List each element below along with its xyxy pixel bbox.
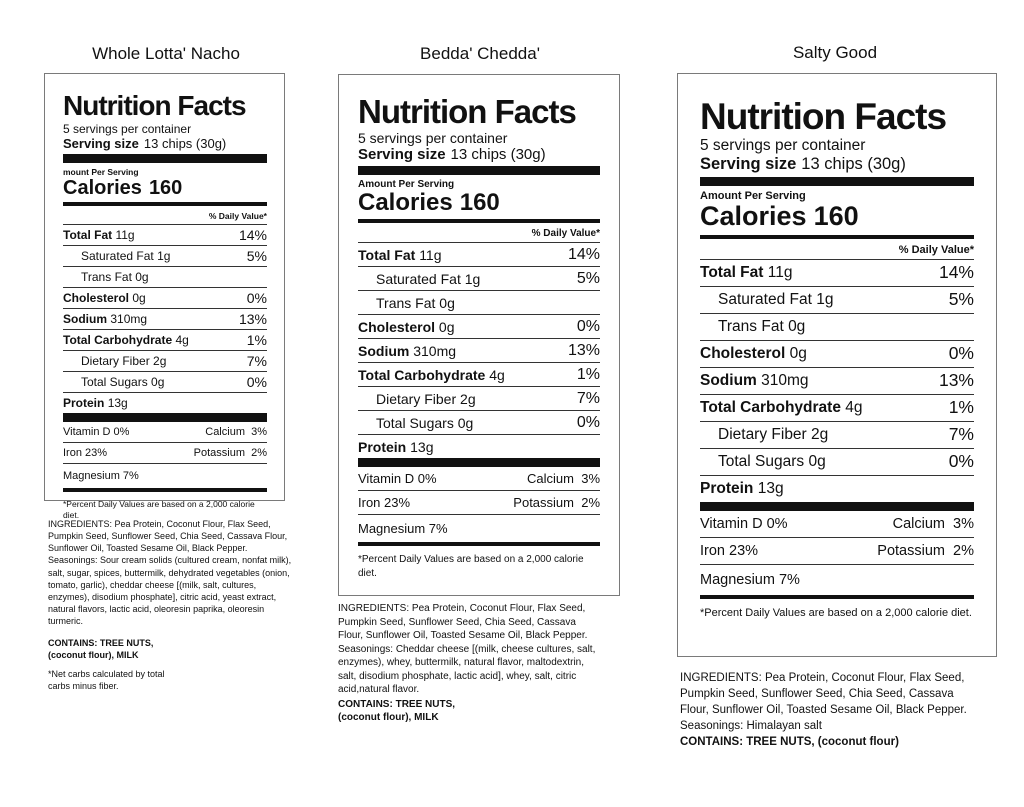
- nutrient-row: [358, 363, 600, 386]
- nutrient-amount: 13g: [757, 479, 784, 497]
- servings-per-container: 5 servings per container: [63, 122, 192, 136]
- product-title-1: Whole Lotta' Nacho: [92, 44, 240, 63]
- allergen-statement: CONTAINS: TREE NUTS, (coconut flour), MILK: [48, 638, 154, 661]
- nutrition-label-3: [677, 73, 997, 657]
- calories-value: 160: [148, 177, 183, 199]
- daily-value-header: % Daily Value*: [208, 211, 267, 221]
- nutrient-amount: 1g: [157, 249, 171, 263]
- nutrient-amount: 0g: [788, 317, 806, 335]
- nutrient-amount: 2g: [811, 425, 829, 443]
- nutrient-amount: 11g: [767, 263, 793, 281]
- servings-per-container: 5 servings per container: [700, 137, 866, 154]
- nutrient-daily-value: 7%: [246, 353, 267, 369]
- nutrient-amount: 0g: [808, 452, 826, 470]
- nutrient-daily-value: 14%: [238, 227, 267, 243]
- iron: Iron 23%: [700, 542, 759, 559]
- nutrient-row: [358, 387, 600, 410]
- nutrient-name: Total Carbohydrate: [63, 333, 173, 347]
- nutrient-amount: 4g: [845, 398, 863, 416]
- nutrient-amount: 310mg: [761, 371, 809, 389]
- iron: Iron 23%: [358, 495, 411, 511]
- calories-label: Calories: [358, 189, 453, 216]
- nutrient-daily-value: 1%: [246, 332, 267, 348]
- nutrient-name: Total Fat: [358, 246, 416, 263]
- nutrient-daily-value: 7%: [576, 389, 600, 407]
- nutrient-row: [63, 393, 267, 413]
- nutrient-row: [63, 267, 267, 287]
- net-carbs-note: *Net carbs calculated by total carbs minus fiber.: [48, 668, 165, 691]
- calcium: Calcium 3%: [205, 426, 267, 438]
- nutrient-row: [700, 422, 974, 448]
- nutrient-name: Dietary Fiber: [718, 425, 807, 443]
- daily-value-header: % Daily Value*: [898, 243, 974, 256]
- nutrient-row: [358, 243, 600, 266]
- nutrient-amount: 0g: [439, 294, 455, 311]
- nutrient-daily-value: 13%: [238, 311, 267, 327]
- allergen-statement: CONTAINS: TREE NUTS, (coconut flour), MILK: [338, 698, 456, 723]
- nutrient-name: Trans Fat: [81, 270, 132, 284]
- serving-size-label: Serving size: [63, 136, 139, 151]
- nutrient-daily-value: 1%: [576, 365, 600, 383]
- amount-per-serving: mount Per Serving: [63, 167, 139, 177]
- nutrient-row: [700, 287, 974, 313]
- ingredients-text: INGREDIENTS: Pea Protein, Coconut Flour, Flax Seed, Pumpkin Seed, Sunflower Seed, Chia Seed, Cassava Flour, Sunflower Oil, Toasted Sesame Oil, Black Pepper. Seasonings: Cheddar cheese [(milk, cheese cultures, salt, enzymes), whey, buttermilk, natural flavor, maltodextrin, salt, disodium phosphate, lactic acid], whey, salt, citric acid,natural flavor.: [338, 603, 596, 695]
- nutrient-name: Total Sugars: [718, 452, 805, 470]
- nutrient-daily-value: 0%: [948, 451, 974, 472]
- nutrient-daily-value: 5%: [948, 289, 974, 310]
- nutrient-amount: 4g: [489, 366, 505, 383]
- ingredients-text: INGREDIENTS: Pea Protein, Coconut Flour, Flax Seed, Pumpkin Seed, Sunflower Seed, Chia Seed, Cassava Flour, Sunflower Oil, Toasted Sesame Oil, Black Pepper. Seasonings: Sour cream solids (cultured cream, nonfat milk), salt, sugar, spices, buttermilk, dehydrated vegetables (onion, tomato, garlic), cheddar cheese [(milk, salt, cultures, enzymes), disodium phosphate], citric acid, yeast extract, natural flavors, lactic acid, oleoresin paprika, oleoresin turmeric.: [48, 519, 292, 627]
- nutrient-name: Cholesterol: [358, 318, 436, 335]
- daily-value-footnote: *Percent Daily Values are based on a 2,000 calorie diet.: [358, 554, 584, 579]
- nutrient-daily-value: 0%: [948, 343, 974, 364]
- nutrient-daily-value: 0%: [576, 413, 600, 431]
- nutrient-amount: 1g: [816, 290, 834, 308]
- nutrient-row: [63, 372, 267, 392]
- ingredients-block-3: [680, 670, 972, 750]
- nutrient-row: [358, 291, 600, 314]
- nutrient-daily-value: 13%: [567, 341, 600, 359]
- nutrient-amount: 2g: [153, 354, 167, 368]
- serving-size-label: Serving size: [358, 146, 446, 163]
- nutrient-daily-value: 0%: [246, 374, 267, 390]
- nutrient-daily-value: 0%: [576, 317, 600, 335]
- nutrient-amount: 0g: [457, 414, 474, 431]
- nutrient-name: Dietary Fiber: [376, 390, 457, 407]
- nutrient-row: [700, 314, 974, 340]
- servings-per-container: 5 servings per container: [358, 130, 508, 146]
- nutrition-label-1: [44, 73, 285, 521]
- nutrient-name: Protein: [63, 396, 105, 410]
- nutrient-name: Saturated Fat: [718, 290, 812, 308]
- nutrient-row: [700, 449, 974, 475]
- nutrient-row: [63, 288, 267, 308]
- nutrition-facts-heading: Nutrition Facts: [63, 90, 246, 121]
- nutrient-row: [358, 267, 600, 290]
- vitamin-d: Vitamin D 0%: [63, 426, 130, 438]
- nutrition-facts-heading: Nutrition Facts: [700, 96, 947, 137]
- nutrient-daily-value: 14%: [567, 245, 600, 263]
- nutrient-daily-value: 5%: [576, 269, 600, 287]
- nutrient-row: [63, 309, 267, 329]
- potassium: Potassium 2%: [193, 447, 267, 459]
- calcium: Calcium 3%: [527, 471, 600, 487]
- iron: Iron 23%: [63, 447, 108, 459]
- allergen-statement: CONTAINS: TREE NUTS, (coconut flour): [680, 736, 899, 749]
- nutrient-row: [700, 260, 974, 286]
- nutrient-name: Total Fat: [700, 263, 764, 281]
- magnesium: Magnesium 7%: [700, 571, 800, 588]
- calcium: Calcium 3%: [892, 515, 974, 532]
- nutrient-row: [358, 411, 600, 434]
- nutrient-amount: 0g: [789, 344, 807, 362]
- calories-value: 160: [459, 189, 500, 216]
- nutrient-daily-value: 5%: [246, 248, 267, 264]
- vitamin-d: Vitamin D 0%: [700, 515, 788, 532]
- nutrient-daily-value: 1%: [948, 397, 974, 418]
- nutrient-daily-value: 13%: [938, 370, 974, 391]
- serving-size-value: 13 chips (30g): [143, 136, 227, 151]
- calories-label: Calories: [63, 177, 142, 199]
- amount-per-serving: Amount Per Serving: [700, 190, 806, 202]
- potassium: Potassium 2%: [877, 542, 974, 559]
- nutrient-name: Saturated Fat: [376, 270, 461, 287]
- nutrient-row: [358, 435, 600, 458]
- nutrient-row: [358, 339, 600, 362]
- nutrient-row: [700, 341, 974, 367]
- magnesium: Magnesium 7%: [63, 470, 139, 482]
- nutrient-name: Total Sugars: [81, 375, 148, 389]
- nutrient-name: Saturated Fat: [81, 249, 154, 263]
- nutrient-amount: 2g: [460, 390, 476, 407]
- nutrient-name: Sodium: [358, 342, 410, 359]
- nutrient-name: Trans Fat: [376, 294, 436, 311]
- nutrient-row: [63, 351, 267, 371]
- daily-value-footnote: *Percent Daily Values are based on a 2,000 calorie diet.: [700, 606, 972, 619]
- nutrient-row: [358, 315, 600, 338]
- ingredients-text: INGREDIENTS: Pea Protein, Coconut Flour, Flax Seed, Pumpkin Seed, Sunflower Seed, Chia Seed, Cassava Flour, Sunflower Oil, Toasted Sesame Oil, Black Pepper. Seasonings: Himalayan salt: [680, 672, 967, 733]
- vitamin-d: Vitamin D 0%: [358, 471, 437, 487]
- nutrient-name: Protein: [358, 438, 407, 455]
- ingredients-block-2: [338, 602, 600, 725]
- nutrient-name: Dietary Fiber: [81, 354, 150, 368]
- nutrient-name: Sodium: [63, 312, 107, 326]
- amount-per-serving: Amount Per Serving: [358, 179, 455, 190]
- potassium: Potassium 2%: [513, 495, 600, 511]
- nutrient-daily-value: 0%: [246, 290, 267, 306]
- nutrient-name: Total Fat: [63, 228, 113, 242]
- nutrient-name: Trans Fat: [718, 317, 784, 335]
- ingredients-block-1: [48, 518, 293, 692]
- nutrient-name: Sodium: [700, 371, 757, 389]
- serving-size-value: 13 chips (30g): [801, 155, 906, 173]
- nutrient-row: [63, 225, 267, 245]
- nutrient-row: [700, 476, 974, 502]
- nutrient-row: [63, 330, 267, 350]
- nutrient-amount: 1g: [464, 270, 481, 287]
- nutrient-name: Total Carbohydrate: [358, 366, 486, 383]
- nutrient-amount: 4g: [175, 333, 189, 347]
- daily-value-footnote: *Percent Daily Values are based on a 2,000 calorie diet.: [63, 499, 255, 521]
- nutrient-name: Cholesterol: [63, 291, 130, 305]
- nutrient-amount: 13g: [107, 396, 128, 410]
- nutrient-amount: 310mg: [413, 342, 457, 359]
- nutrient-daily-value: 7%: [948, 424, 974, 445]
- nutrient-row: [700, 395, 974, 421]
- nutrient-amount: 0g: [151, 375, 165, 389]
- nutrient-row: [700, 368, 974, 394]
- product-title-3: Salty Good: [792, 43, 878, 62]
- serving-size-value: 13 chips (30g): [450, 146, 546, 163]
- nutrient-amount: 0g: [132, 291, 146, 305]
- calories-label: Calories: [700, 201, 807, 231]
- daily-value-header: % Daily Value*: [531, 228, 600, 240]
- nutrient-name: Total Carbohydrate: [700, 398, 841, 416]
- nutrient-amount: 11g: [419, 246, 442, 263]
- nutrient-amount: 0g: [135, 270, 149, 284]
- nutrient-name: Cholesterol: [700, 344, 786, 362]
- nutrient-row: [63, 246, 267, 266]
- magnesium: Magnesium 7%: [358, 521, 448, 537]
- nutrient-amount: 0g: [438, 318, 455, 335]
- nutrient-daily-value: 14%: [938, 262, 974, 283]
- nutrient-amount: 310mg: [110, 312, 148, 326]
- nutrient-amount: 13g: [410, 438, 434, 455]
- calories-value: 160: [813, 201, 859, 231]
- nutrient-name: Total Sugars: [376, 414, 454, 431]
- serving-size-label: Serving size: [700, 155, 797, 173]
- nutrition-facts-heading: Nutrition Facts: [358, 93, 576, 130]
- nutrient-name: Protein: [700, 479, 754, 497]
- nutrition-label-2: [338, 74, 620, 596]
- product-title-2: Bedda' Chedda': [420, 44, 540, 63]
- nutrient-amount: 11g: [115, 228, 135, 242]
